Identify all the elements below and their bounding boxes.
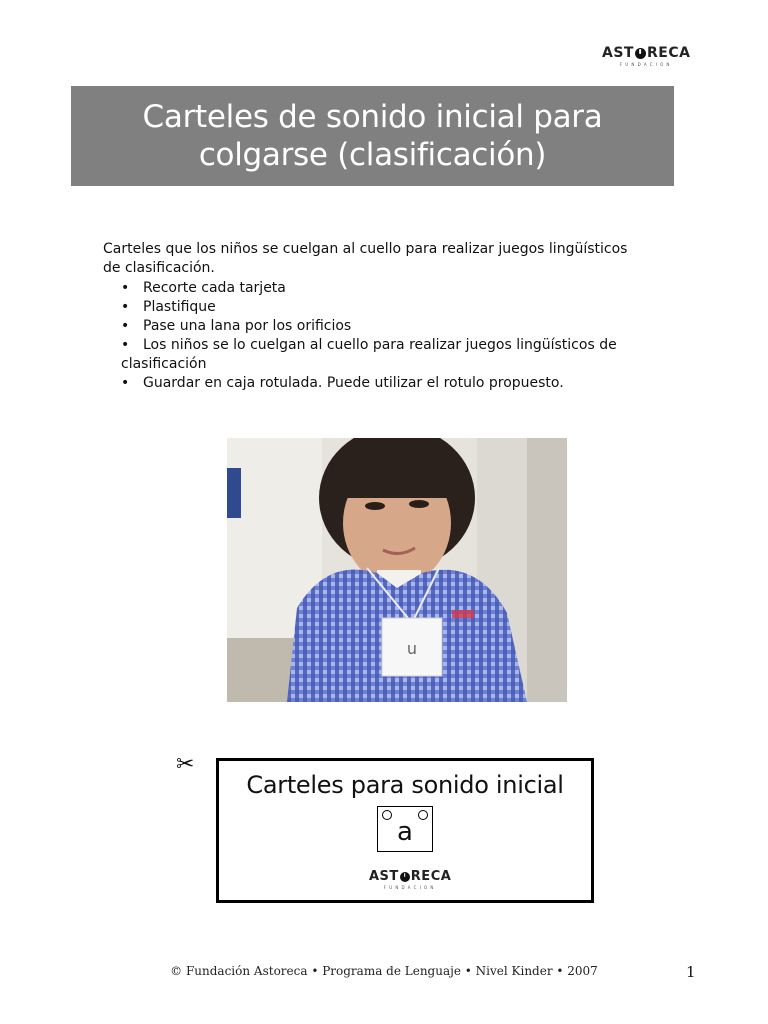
list-item: • Guardar en caja rotulada. Puede utilizar el rotulo propuesto. (103, 374, 648, 393)
list-item (103, 336, 648, 374)
logo-text-right: RECA (410, 869, 452, 884)
photo-tag-letter: u (406, 639, 418, 658)
page-title-line1: Carteles de sonido inicial para (142, 99, 603, 135)
cutout-card (216, 758, 594, 903)
intro-paragraph: Carteles que los niños se cuelgan al cuello para realizar juegos lingüísticos de clasificación. (103, 241, 628, 276)
page-footer: © Fundación Astoreca • Programa de Lenguaje • Nivel Kinder • 2007 (170, 964, 598, 978)
child-photo (227, 438, 567, 702)
page-title (143, 98, 603, 174)
list-item-line2: clasificación (121, 356, 207, 372)
list-item: • Pase una lana por los orificios (103, 317, 648, 336)
list-item-line1: Los niños se lo cuelgan al cuello para realizar juegos lingüísticos de (143, 337, 617, 353)
logo-o-icon (635, 48, 646, 59)
card-letter: a (397, 817, 413, 847)
page-title-line2: colgarse (clasificación) (198, 137, 547, 173)
page-number: 1 (686, 963, 696, 981)
logo-tagline: FUNDACION (383, 885, 437, 890)
card-title: Carteles para sonido inicial (246, 771, 564, 799)
scissors-icon: ✂ (176, 752, 195, 777)
logo-o-icon (400, 872, 410, 882)
card-brand-logo (369, 869, 451, 890)
list-item: • Plastifique (103, 298, 648, 317)
logo-text-left: AST (369, 869, 399, 884)
instruction-list (103, 279, 648, 393)
title-banner (71, 86, 674, 186)
list-item: • Recorte cada tarjeta (103, 279, 648, 298)
logo-text-right: RECA (646, 45, 691, 61)
card-letter-tag (377, 806, 433, 852)
logo-text-left: AST (602, 45, 634, 61)
logo-tagline: FUNDACION (619, 62, 673, 67)
top-brand-logo (602, 45, 690, 67)
